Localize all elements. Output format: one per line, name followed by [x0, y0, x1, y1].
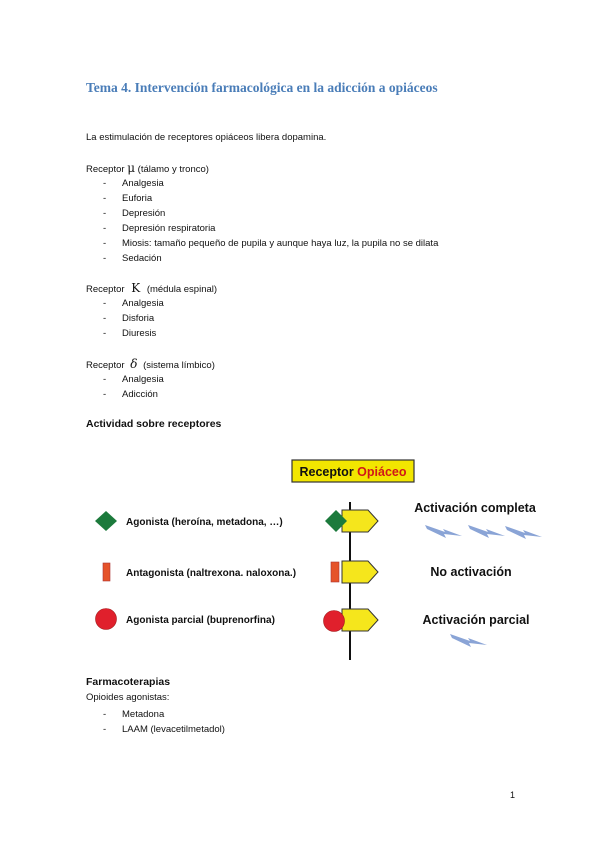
- receptor-mu-heading: [86, 161, 209, 175]
- activation-bolts-full: [425, 525, 542, 539]
- antagonist-receptor-arrow: [342, 561, 378, 583]
- list-item-label: Metadona: [122, 709, 165, 720]
- lightning-bolt-icon: [450, 634, 487, 647]
- partial-agonist-label: Agonista parcial (buprenorfina): [126, 615, 275, 626]
- antagonist-result: No activación: [430, 565, 512, 579]
- bullet-dash: -: [103, 298, 107, 309]
- list-item-label: Miosis: tamaño pequeño de pupila y aunque haya luz, la pupila no se dilata: [122, 238, 439, 250]
- receptor-delta-location: (sistema límbico): [143, 360, 215, 371]
- list-item-label: Sedación: [122, 253, 162, 265]
- list-item-label: Analgesia: [122, 178, 164, 189]
- receptor-kappa-prefix: Receptor: [86, 284, 125, 295]
- partial-agonist-result: Activación parcial: [422, 613, 530, 627]
- list-item-label: Euforia: [122, 193, 153, 205]
- receptor-mu-symbol: μ: [127, 161, 136, 175]
- receptor-activity-diagram: [0, 450, 600, 665]
- bullet-dash: -: [103, 328, 107, 340]
- diagram-header-text: Receptor Opiáceo: [299, 465, 407, 479]
- list-item-label: Depresión: [122, 208, 166, 220]
- activity-heading: Actividad sobre receptores: [86, 418, 222, 430]
- lightning-bolt-icon: [425, 525, 462, 538]
- receptor-mu-location: (tálamo y tronco): [137, 164, 209, 175]
- antagonist-bound-rect-icon: [331, 562, 339, 582]
- list-item-label: LAAM (levacetilmetadol): [122, 724, 225, 736]
- receptor-delta-symbol: δ: [130, 357, 138, 371]
- list-item-label: Diuresis: [122, 328, 157, 340]
- receptor-kappa-location: (médula espinal): [146, 284, 218, 295]
- receptor-kappa-symbol: Κ: [131, 281, 141, 295]
- bullet-dash: -: [103, 253, 107, 265]
- lightning-bolt-icon: [468, 525, 505, 538]
- intro-text: La estimulación de receptores opiáceos libera dopamina.: [86, 132, 327, 143]
- antagonist-rect-icon: [103, 563, 110, 581]
- list-item-label: Analgesia: [122, 298, 164, 309]
- agonist-result: Activación completa: [414, 501, 536, 515]
- list-item-label: Analgesia: [122, 374, 164, 385]
- bullet-dash: -: [103, 238, 107, 250]
- list-item-label: Disforia: [122, 313, 155, 325]
- antagonist-label: Antagonista (naltrexona. naloxona.): [126, 568, 297, 579]
- bullet-dash: -: [103, 208, 107, 220]
- pharm-subheading: Opioides agonistas:: [86, 692, 170, 703]
- page-title: Tema 4. Intervención farmacológica en la adicción a opiáceos: [86, 80, 438, 95]
- receptor-mu-prefix: Receptor: [86, 164, 125, 175]
- bullet-dash: -: [103, 724, 107, 736]
- lightning-bolt-icon: [505, 526, 542, 539]
- bullet-dash: -: [103, 313, 107, 325]
- receptor-delta-heading: [86, 357, 215, 371]
- pharm-heading: Farmacoterapias: [86, 676, 171, 688]
- agonist-receptor-arrow: [342, 510, 378, 532]
- receptor-kappa-heading: [86, 281, 217, 295]
- list-item-label: Depresión respiratoria: [122, 223, 216, 235]
- bullet-dash: -: [103, 389, 107, 401]
- bullet-dash: -: [103, 374, 107, 385]
- partial-agonist-receptor-arrow: [342, 609, 378, 631]
- agonist-diamond-icon: [95, 511, 117, 531]
- bullet-dash: -: [103, 223, 107, 235]
- receptor-delta-prefix: Receptor: [86, 360, 125, 371]
- page-number: 1: [510, 790, 516, 800]
- bullet-dash: -: [103, 178, 107, 189]
- bullet-dash: -: [103, 193, 107, 205]
- partial-agonist-circle-icon: [96, 609, 117, 630]
- partial-agonist-bound-circle-icon: [324, 611, 345, 632]
- agonist-label: Agonista (heroína, metadona, …): [126, 517, 283, 528]
- activation-bolts-partial: [450, 634, 487, 647]
- list-item-label: Adicción: [122, 389, 158, 401]
- bullet-dash: -: [103, 709, 107, 720]
